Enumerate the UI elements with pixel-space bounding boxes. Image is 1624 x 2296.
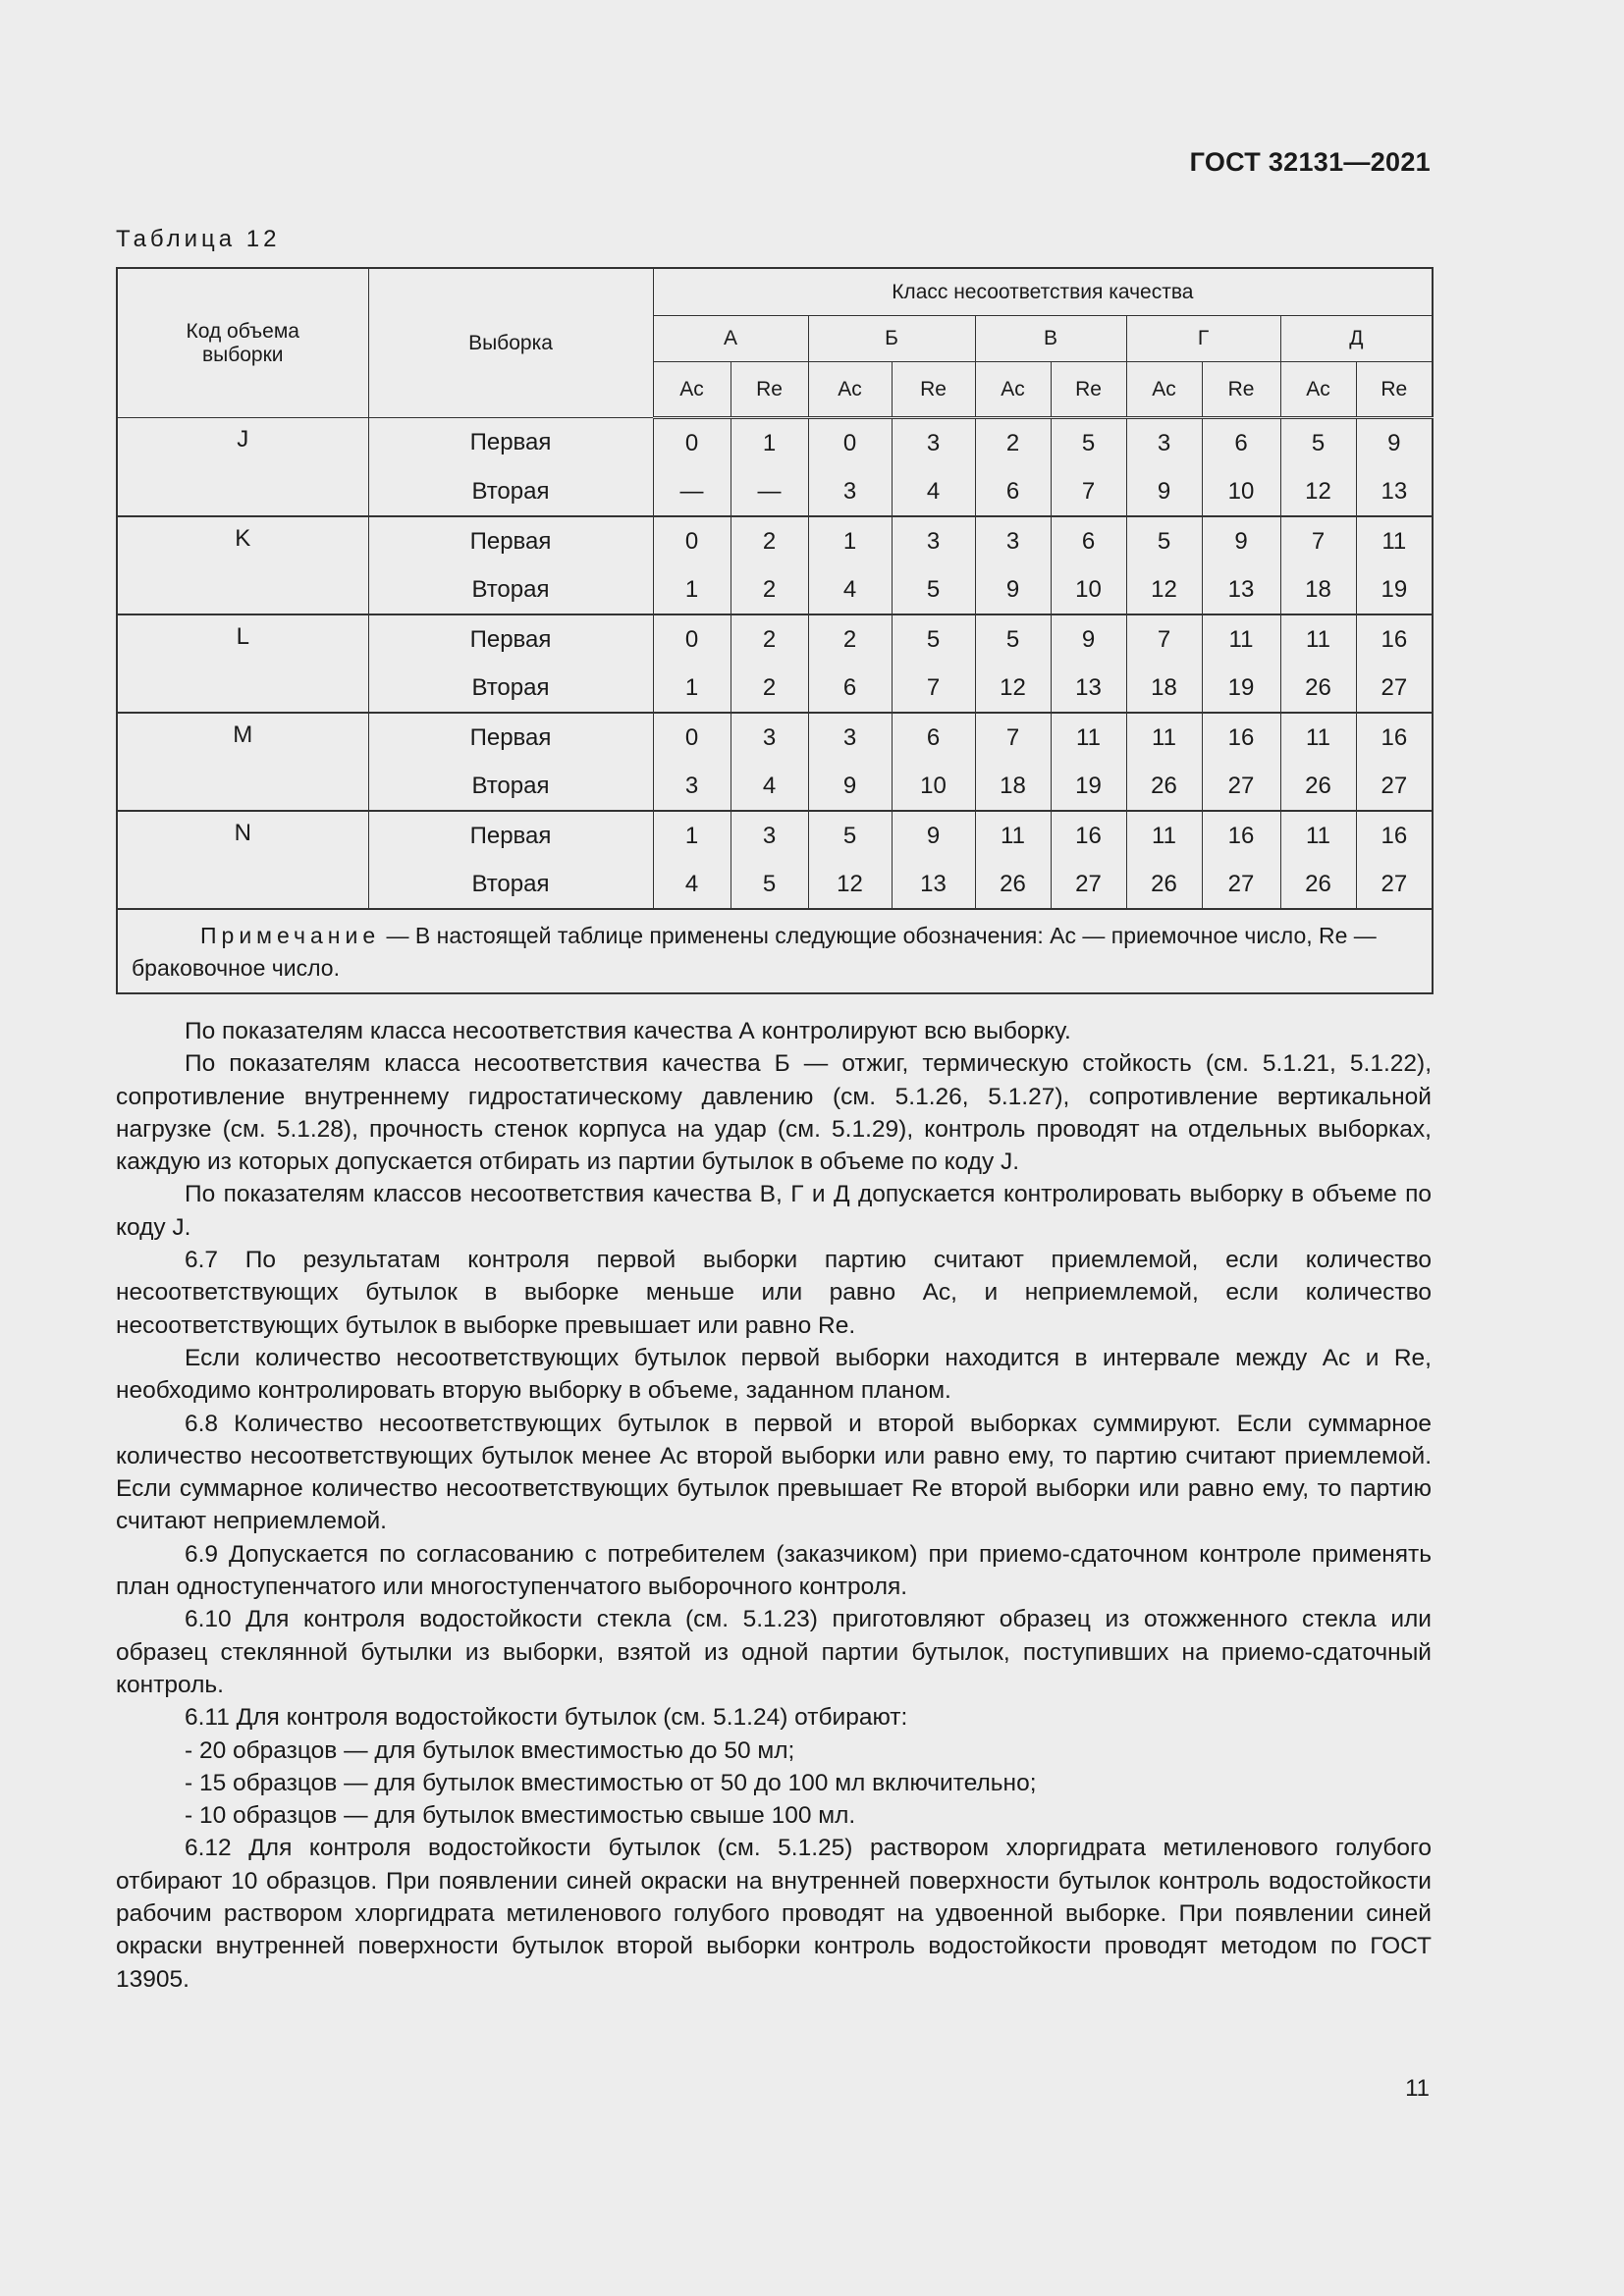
value-cell: 19	[1202, 664, 1280, 713]
value-cell: 3	[975, 516, 1051, 565]
value-cell: 16	[1356, 614, 1433, 664]
value-cell: 2	[731, 664, 808, 713]
value-cell: 11	[1126, 713, 1202, 762]
value-cell: 0	[808, 418, 892, 468]
value-cell: 6	[892, 713, 975, 762]
value-cell: 9	[975, 565, 1051, 614]
code-cell: J	[117, 418, 368, 517]
paragraph: 6.10 Для контроля водостойкости стекла (см. 5.1.23) приготовляют образец из отожженного стекла или образец стеклянной бутылки из выборки, взятой из одной партии бутылок, поступивших на приемо-сдаточный контроль.	[116, 1606, 1432, 1698]
value-cell: 2	[731, 565, 808, 614]
paragraph: 6.12 Для контроля водостойкости бутылок (см. 5.1.25) раствором хлоргидрата метиленового голубого отбирают 10 образцов. При появлении синей окраски на внутренней поверхности бутылок контроль водостойкости рабочим раствором хлоргидрата метиленового голубого проводят на удвоенной выборке. При появлении синей окраски внутренней поверхности бутылок второй выборки контроль водостойкости проводят методом по ГОСТ 13905.	[116, 1835, 1432, 1993]
value-cell: 1	[653, 811, 731, 860]
paragraph: 6.9 Допускается по согласованию с потребителем (заказчиком) при приемо-сдаточном контроле применять план одноступенчатого или многоступенчатого выборочного контроля.	[116, 1540, 1432, 1601]
table-row	[117, 418, 1433, 468]
value-cell: 5	[1126, 516, 1202, 565]
value-cell: 12	[808, 860, 892, 909]
value-cell: 11	[1280, 614, 1356, 664]
value-cell: 11	[1126, 811, 1202, 860]
value-cell: 9	[1051, 614, 1126, 664]
value-cell: 27	[1202, 762, 1280, 811]
code-cell: L	[117, 614, 368, 713]
value-cell: 2	[731, 516, 808, 565]
re-header: Re	[1202, 362, 1280, 418]
table-note	[117, 909, 1433, 993]
value-cell: 13	[1051, 664, 1126, 713]
value-cell: 4	[892, 467, 975, 516]
value-cell: 3	[731, 811, 808, 860]
value-cell: 16	[1356, 713, 1433, 762]
value-cell: 27	[1356, 664, 1433, 713]
value-cell: 26	[1126, 762, 1202, 811]
value-cell: 6	[1202, 418, 1280, 468]
value-cell: 1	[653, 664, 731, 713]
value-cell: —	[731, 467, 808, 516]
value-cell: 11	[1051, 713, 1126, 762]
value-cell: 18	[1126, 664, 1202, 713]
value-cell: 7	[892, 664, 975, 713]
value-cell: 10	[1202, 467, 1280, 516]
value-cell: 7	[1280, 516, 1356, 565]
value-cell: 12	[1126, 565, 1202, 614]
paragraph: Если количество несоответствующих бутылок первой выборки находится в интервале между Ac и Re, необходимо контролировать вторую выборку в объеме, заданном планом.	[116, 1344, 1432, 1405]
value-cell: 3	[808, 713, 892, 762]
paragraph: 6.8 Количество несоответствующих бутылок в первой и второй выборках суммируют. Если суммарное количество несоответствующих бутылок менее Ac второй выборки или равно ему, то партию считают приемлемой. Если суммарное количество несоответствующих бутылок превышает Re второй выборки или равно ему, то партию считают неприемлемой.	[116, 1410, 1432, 1535]
class-header: Г	[1126, 316, 1280, 362]
value-cell: 19	[1051, 762, 1126, 811]
value-cell: 26	[1280, 860, 1356, 909]
value-cell: 0	[653, 418, 731, 468]
sample-cell: Первая	[368, 713, 653, 762]
value-cell: 11	[975, 811, 1051, 860]
value-cell: 16	[1356, 811, 1433, 860]
re-header: Re	[1051, 362, 1126, 418]
value-cell: 13	[892, 860, 975, 909]
ac-header: Ac	[975, 362, 1051, 418]
value-cell: 11	[1280, 811, 1356, 860]
value-cell: 5	[731, 860, 808, 909]
value-cell: 2	[731, 614, 808, 664]
value-cell: 13	[1202, 565, 1280, 614]
value-cell: 4	[653, 860, 731, 909]
value-cell: 13	[1356, 467, 1433, 516]
paragraph: - 20 образцов — для бутылок вместимостью до 50 мл;	[185, 1736, 795, 1764]
paragraph: - 10 образцов — для бутылок вместимостью свыше 100 мл.	[185, 1802, 856, 1830]
value-cell: 3	[892, 516, 975, 565]
value-cell: 4	[731, 762, 808, 811]
sampling-plan-table	[116, 267, 1434, 994]
value-cell: 0	[653, 516, 731, 565]
sample-cell: Вторая	[368, 664, 653, 713]
header-quality-class: Класс несоответствия качества	[653, 268, 1433, 316]
class-header: В	[975, 316, 1126, 362]
value-cell: 1	[731, 418, 808, 468]
sample-cell: Вторая	[368, 762, 653, 811]
value-cell: 16	[1051, 811, 1126, 860]
value-cell: 6	[1051, 516, 1126, 565]
paragraph: По показателям классов несоответствия качества В, Г и Д допускается контролировать выборку в объеме по коду J.	[116, 1181, 1432, 1241]
ac-header: Ac	[653, 362, 731, 418]
sample-cell: Первая	[368, 811, 653, 860]
value-cell: 0	[653, 713, 731, 762]
body-text	[116, 1015, 1432, 1996]
sample-cell: Вторая	[368, 860, 653, 909]
value-cell: 3	[653, 762, 731, 811]
sample-cell: Вторая	[368, 467, 653, 516]
paragraph: - 15 образцов — для бутылок вместимостью от 50 до 100 мл включительно;	[185, 1769, 1037, 1796]
table-row	[117, 811, 1433, 860]
value-cell: 9	[1202, 516, 1280, 565]
paragraph: По показателям класса несоответствия качества А контролируют всю выборку.	[185, 1018, 1071, 1044]
re-header: Re	[731, 362, 808, 418]
value-cell: 5	[1280, 418, 1356, 468]
table-row	[117, 614, 1433, 664]
sample-cell: Первая	[368, 614, 653, 664]
value-cell: 4	[808, 565, 892, 614]
value-cell: 5	[808, 811, 892, 860]
value-cell: 9	[808, 762, 892, 811]
class-header: А	[653, 316, 808, 362]
value-cell: 27	[1202, 860, 1280, 909]
value-cell: 26	[975, 860, 1051, 909]
value-cell: 7	[975, 713, 1051, 762]
value-cell: 5	[892, 565, 975, 614]
value-cell: 3	[892, 418, 975, 468]
value-cell: 7	[1126, 614, 1202, 664]
sample-cell: Вторая	[368, 565, 653, 614]
code-cell: N	[117, 811, 368, 909]
value-cell: 1	[653, 565, 731, 614]
value-cell: 11	[1356, 516, 1433, 565]
value-cell: 3	[1126, 418, 1202, 468]
value-cell: 9	[1126, 467, 1202, 516]
value-cell: 16	[1202, 811, 1280, 860]
ac-header: Ac	[1126, 362, 1202, 418]
value-cell: 1	[808, 516, 892, 565]
paragraph: По показателям класса несоответствия качества Б — отжиг, термическую стойкость (см. 5.1.21, 5.1.22), сопротивление внутреннему гидростатическому давлению (см. 5.1.26, 5.1.27), сопротивление вертикальной нагрузке (см. 5.1.28), прочность стенок корпуса на удар (см. 5.1.29), контроль проводят на отдельных выборках, каждую из которых допускается отбирать из партии бутылок в объеме по коду J.	[116, 1050, 1432, 1176]
value-cell: 10	[1051, 565, 1126, 614]
value-cell: 9	[1356, 418, 1433, 468]
table-caption: Таблица 12	[116, 226, 281, 252]
value-cell: 26	[1280, 664, 1356, 713]
ac-header: Ac	[1280, 362, 1356, 418]
value-cell: 27	[1356, 860, 1433, 909]
ac-header: Ac	[808, 362, 892, 418]
value-cell: 6	[975, 467, 1051, 516]
value-cell: 5	[892, 614, 975, 664]
value-cell: 27	[1356, 762, 1433, 811]
value-cell: 3	[808, 467, 892, 516]
value-cell: 10	[892, 762, 975, 811]
value-cell: 19	[1356, 565, 1433, 614]
table-container	[116, 267, 1432, 994]
header-code: Код объема выборки	[117, 268, 368, 418]
class-header: Б	[808, 316, 975, 362]
table-row	[117, 713, 1433, 762]
value-cell: 18	[1280, 565, 1356, 614]
paragraph: 6.11 Для контроля водостойкости бутылок (см. 5.1.24) отбирают:	[185, 1704, 908, 1732]
value-cell: 9	[892, 811, 975, 860]
sample-cell: Первая	[368, 516, 653, 565]
value-cell: 0	[653, 614, 731, 664]
value-cell: 3	[731, 713, 808, 762]
code-cell: K	[117, 516, 368, 614]
value-cell: —	[653, 467, 731, 516]
note-text: — В настоящей таблице применены следующие обозначения: Ac — приемочное число, Re — браковочное число.	[132, 923, 1377, 981]
value-cell: 26	[1280, 762, 1356, 811]
paragraph: 6.7 По результатам контроля первой выборки партию считают приемлемой, если количество несоответствующих бутылок в выборке меньше или равно Ac, и неприемлемой, если количество несоответствующих бутылок в выборке превышает или равно Re.	[116, 1247, 1432, 1339]
value-cell: 11	[1280, 713, 1356, 762]
value-cell: 2	[975, 418, 1051, 468]
value-cell: 5	[1051, 418, 1126, 468]
re-header: Re	[892, 362, 975, 418]
sample-cell: Первая	[368, 418, 653, 468]
page-number: 11	[1405, 2075, 1430, 2102]
value-cell: 11	[1202, 614, 1280, 664]
re-header: Re	[1356, 362, 1433, 418]
value-cell: 26	[1126, 860, 1202, 909]
value-cell: 18	[975, 762, 1051, 811]
code-cell: M	[117, 713, 368, 811]
document-header: ГОСТ 32131—2021	[1189, 147, 1431, 177]
note-label: Примечание	[200, 923, 381, 948]
value-cell: 16	[1202, 713, 1280, 762]
header-sample: Выборка	[368, 268, 653, 418]
value-cell: 27	[1051, 860, 1126, 909]
value-cell: 6	[808, 664, 892, 713]
value-cell: 12	[975, 664, 1051, 713]
value-cell: 5	[975, 614, 1051, 664]
class-header: Д	[1280, 316, 1433, 362]
table-row	[117, 516, 1433, 565]
value-cell: 2	[808, 614, 892, 664]
value-cell: 12	[1280, 467, 1356, 516]
value-cell: 7	[1051, 467, 1126, 516]
